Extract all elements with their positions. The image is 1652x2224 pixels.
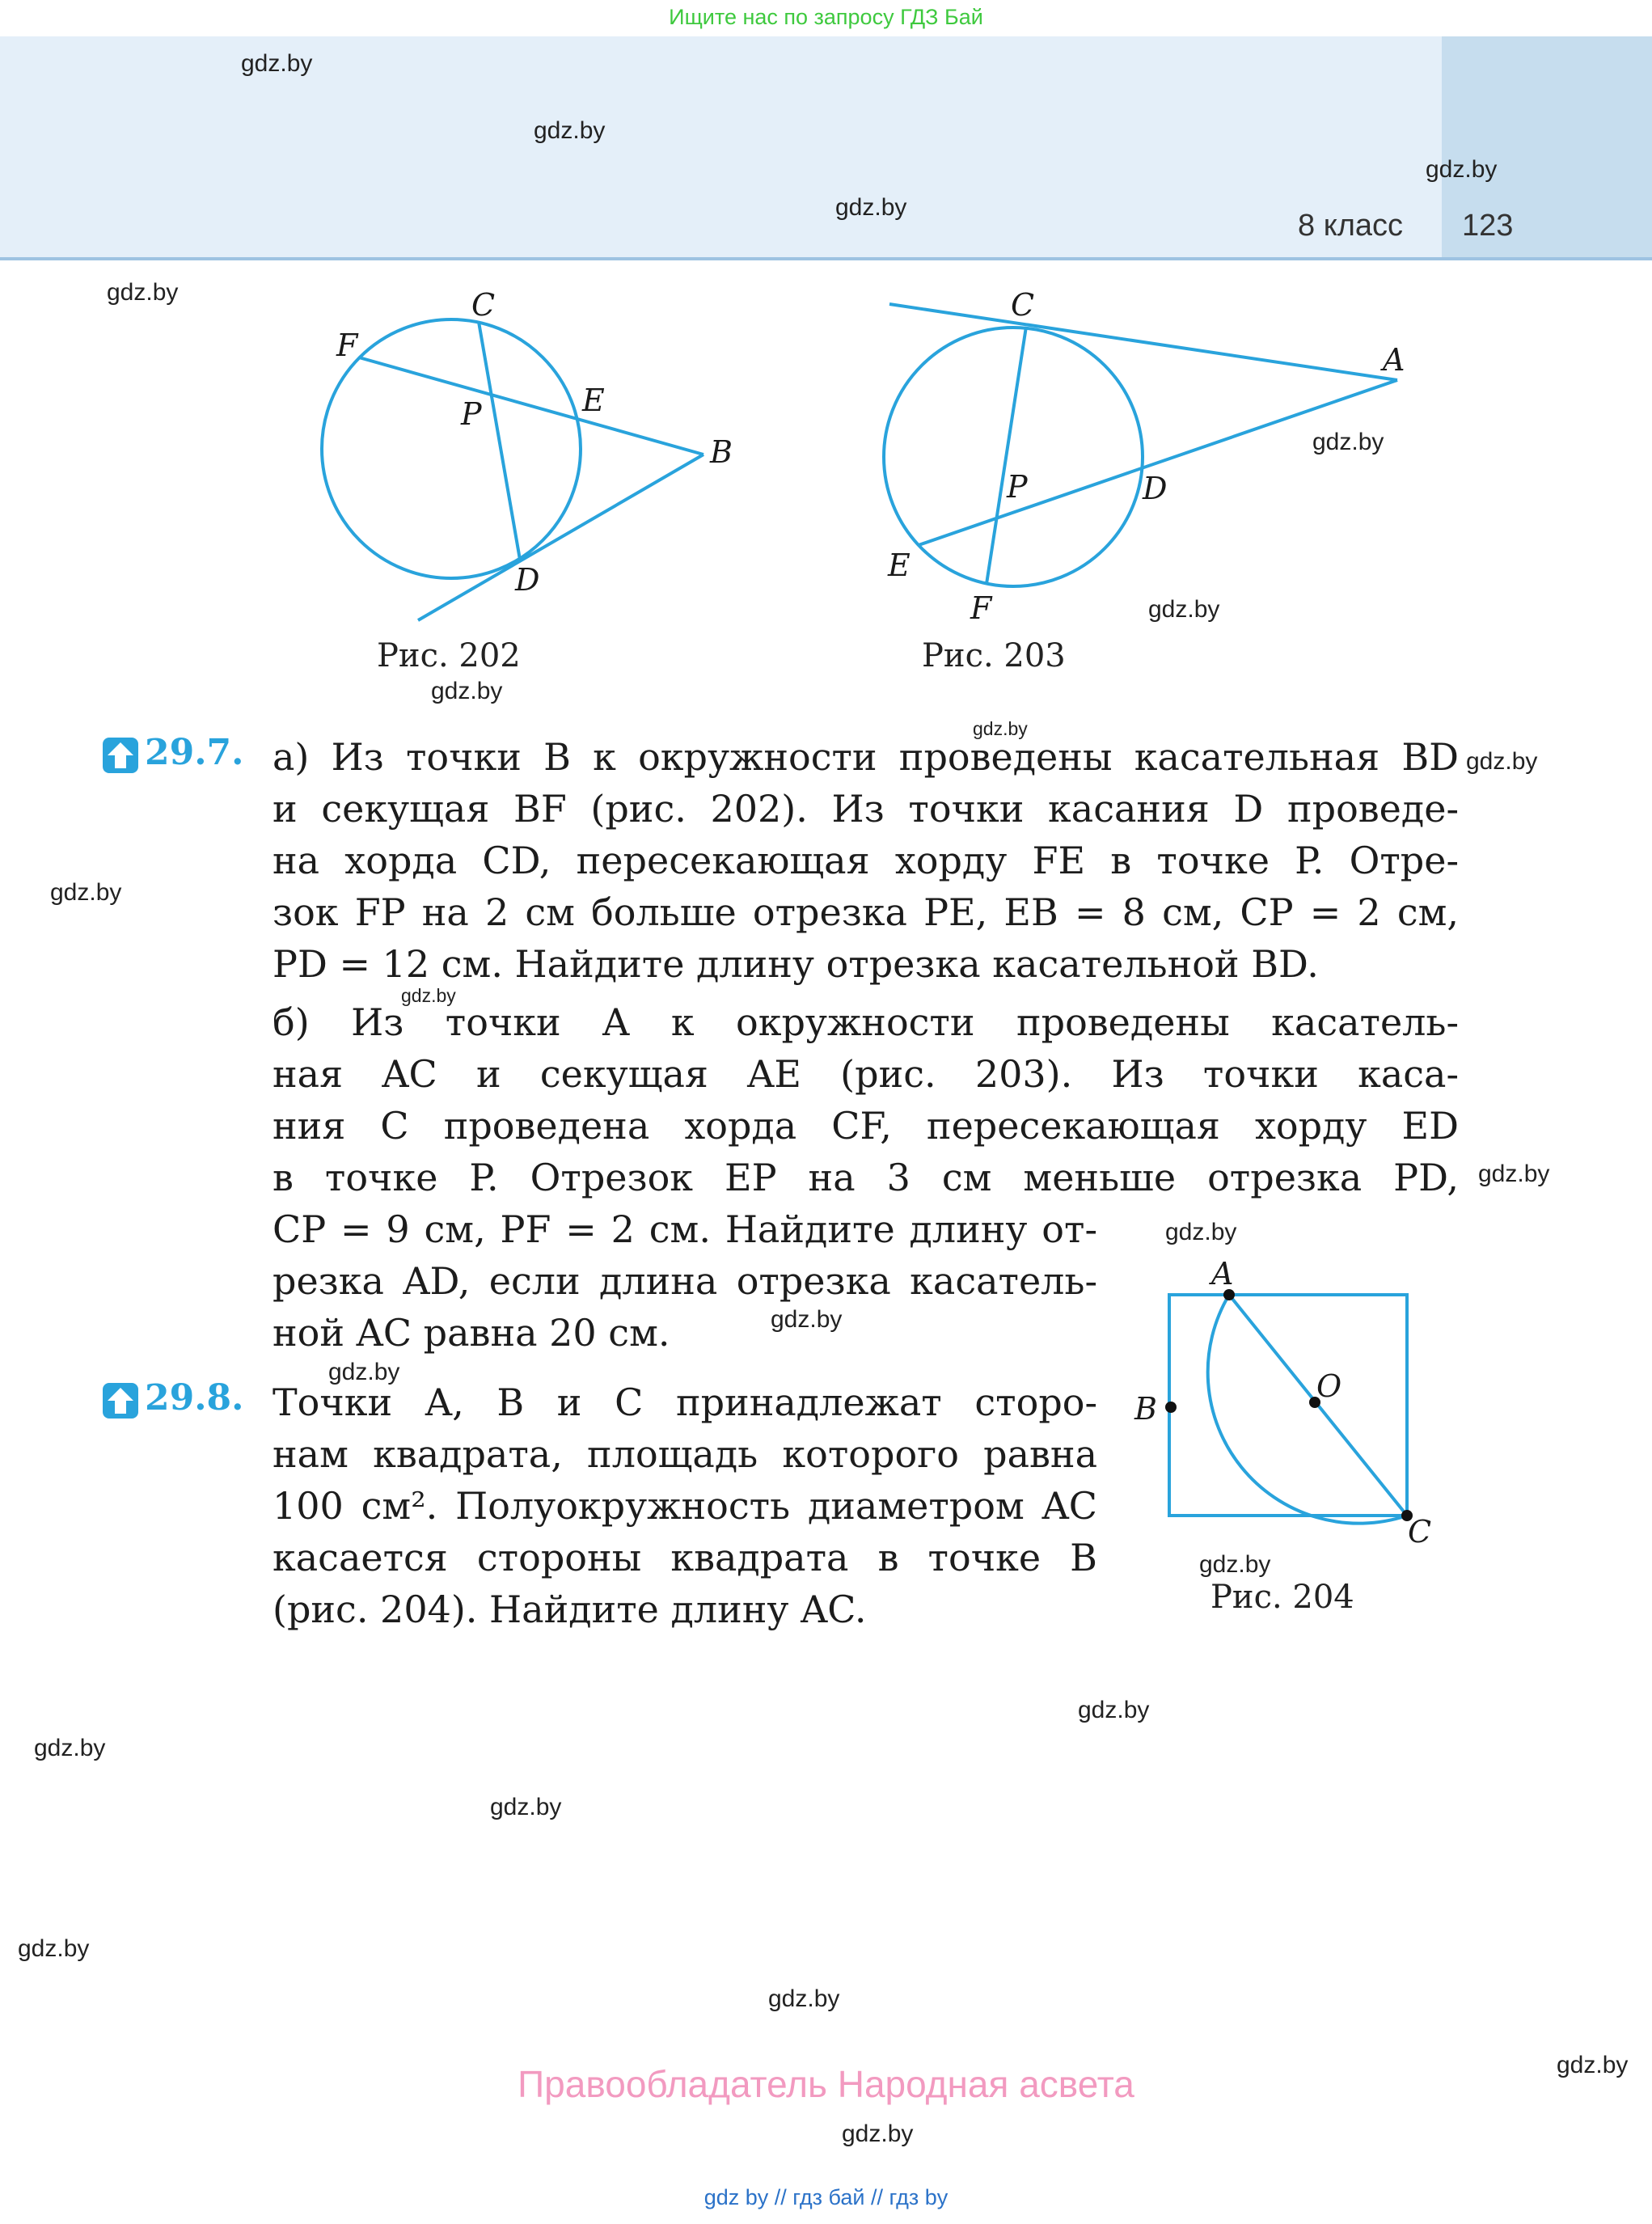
problem-29-7-line: ния C проведена хорда CF, пересекающая хорду ED <box>273 1104 1459 1148</box>
problem-29-8-line: касается стороны квадрата в точке B <box>273 1536 1097 1579</box>
watermark: gdz.by <box>771 1306 843 1333</box>
page-number: 123 <box>1462 209 1514 243</box>
watermark: gdz.by <box>1312 429 1384 455</box>
watermark: gdz.by <box>768 1985 840 2012</box>
watermark: gdz.by <box>107 279 179 306</box>
watermark: gdz.by <box>50 879 122 906</box>
fig204-square <box>1169 1295 1407 1516</box>
watermark: gdz.by <box>34 1735 106 1761</box>
problem-29-7-line: и секущая BF (рис. 202). Из точки касания D проведе- <box>273 787 1459 831</box>
copyright-owner: Правообладатель Народная асвета <box>518 2063 1134 2105</box>
problem-number-29-8 <box>101 1377 243 1420</box>
fig202-label-b: B <box>710 434 733 470</box>
problem-29-8-line: Точки A, B и C принадлежат сторо- <box>273 1380 1097 1424</box>
watermark: gdz.by <box>401 985 456 1006</box>
fig202-label-p: P <box>461 396 482 432</box>
fig204-label-b: B <box>1134 1391 1157 1427</box>
fig203-label-f: F <box>970 590 992 626</box>
fig203-label-e: E <box>888 548 911 583</box>
problem-number-text: 29.8. <box>145 1377 244 1419</box>
watermark: gdz.by <box>1148 596 1220 623</box>
house-arrow-icon <box>101 1381 140 1420</box>
watermark: gdz.by <box>1078 1697 1150 1723</box>
fig204-label-o: O <box>1316 1368 1342 1404</box>
problem-29-7-line: б) Из точки A к окружности проведены касатель- <box>273 1000 1459 1044</box>
watermark: gdz.by <box>1478 1161 1550 1187</box>
watermark: gdz.by <box>1165 1219 1237 1245</box>
problem-29-7-line: резка AD, если длина отрезка касатель- <box>273 1259 1097 1303</box>
fig204-label-c: C <box>1408 1514 1432 1550</box>
problem-29-7-line: а) Из точки B к окружности проведены касательная BD <box>273 735 1459 779</box>
problem-29-8-line: 100 см². Полуокружность диаметром AC <box>273 1484 1097 1528</box>
fig203-label-d: D <box>1143 471 1168 506</box>
fig204-caption: Рис. 204 <box>1210 1579 1354 1616</box>
problem-29-7-line: PD = 12 см. Найдите длину отрезка касательной BD. <box>273 942 1319 986</box>
fig202-label-f: F <box>336 328 358 363</box>
problem-29-7-line: зок FP на 2 см больше отрезка PE, EB = 8 см, CP = 2 см, <box>273 890 1459 934</box>
fig202-label-d: D <box>515 562 540 598</box>
fig204-point-b <box>1165 1402 1177 1413</box>
watermark: gdz.by <box>1466 748 1538 775</box>
watermark: gdz.by <box>328 1359 400 1385</box>
fig204-semicircle <box>1208 1295 1407 1524</box>
house-arrow-icon <box>101 736 140 775</box>
top-banner[interactable]: Ищите нас по запросу ГДЗ Бай <box>669 5 983 29</box>
fig203-label-p: P <box>1007 469 1028 505</box>
watermark: gdz.by <box>431 678 503 704</box>
footer-links[interactable]: gdz by // гдз бай // гдз by <box>703 2185 949 2209</box>
fig203-caption: Рис. 203 <box>922 637 1066 674</box>
fig202-caption: Рис. 202 <box>377 637 521 674</box>
problem-29-7-line: CP = 9 см, PF = 2 см. Найдите длину от- <box>273 1207 1097 1251</box>
problem-number-29-7 <box>101 732 243 775</box>
watermark: gdz.by <box>835 194 907 221</box>
fig203-label-c: C <box>1011 287 1035 323</box>
watermark: gdz.by <box>1426 156 1498 183</box>
watermark: gdz.by <box>973 718 1028 739</box>
watermark: gdz.by <box>534 117 606 144</box>
watermark: gdz.by <box>18 1935 90 1962</box>
fig202-label-e: E <box>582 383 605 418</box>
watermark: gdz.by <box>241 50 313 77</box>
watermark: gdz.by <box>1199 1551 1271 1578</box>
fig204-label-a: A <box>1211 1256 1234 1292</box>
problem-29-7-line: в точке P. Отрезок EP на 3 см меньше отрезка PD, <box>273 1156 1459 1199</box>
fig203-label-a: A <box>1383 342 1405 378</box>
problem-29-7-line: ной AC равна 20 см. <box>273 1311 670 1355</box>
grade-label: 8 класс <box>1298 209 1404 243</box>
problem-29-8-line: (рис. 204). Найдите длину AC. <box>273 1588 867 1631</box>
watermark: gdz.by <box>842 2120 914 2147</box>
problem-29-8-line: нам квадрата, площадь которого равна <box>273 1432 1097 1476</box>
problem-29-7-line: на хорда CD, пересекающая хорду FE в точке P. Отре- <box>273 839 1459 882</box>
fig202-label-c: C <box>471 287 496 323</box>
problem-29-7-line: ная AC и секущая AE (рис. 203). Из точки каса- <box>273 1052 1459 1096</box>
watermark: gdz.by <box>1557 2052 1629 2078</box>
watermark: gdz.by <box>490 1794 562 1820</box>
problem-number-text: 29.7. <box>145 732 244 773</box>
